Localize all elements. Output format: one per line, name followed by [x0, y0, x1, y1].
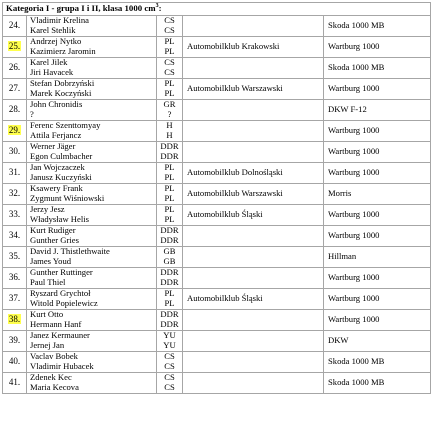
club-cell	[183, 226, 324, 247]
driver-country-code: GR	[163, 99, 176, 110]
start-number: 40.	[8, 356, 21, 367]
crew-cell	[27, 226, 157, 247]
car-cell: Wartburg 1000	[324, 79, 431, 100]
driver-name: Karel Jilek	[30, 57, 68, 68]
start-number: 27.	[8, 83, 21, 94]
co-driver-country-code: H	[166, 130, 173, 140]
start-number-cell	[3, 352, 27, 373]
co-driver-name: Kazimierz Jaromin	[30, 46, 96, 56]
results-table	[2, 2, 431, 394]
co-driver-country-code: CS	[164, 67, 175, 77]
co-driver-name: James Youd	[30, 256, 72, 266]
table-row	[3, 184, 431, 205]
driver-name: Vladimir Krelina	[30, 15, 89, 26]
crew-cell	[27, 247, 157, 268]
start-number-cell	[3, 184, 27, 205]
country-cell	[157, 205, 183, 226]
co-driver-name: Witold Popielewicz	[30, 298, 98, 308]
driver-country-code: PL	[164, 162, 175, 173]
table-row	[3, 121, 431, 142]
co-driver-name: ?	[30, 109, 34, 119]
driver-name: Andrzej Nytko	[30, 36, 82, 47]
car-cell: Skoda 1000 MB	[324, 352, 431, 373]
start-number: 26.	[8, 62, 21, 73]
co-driver-country-code: ?	[167, 109, 172, 119]
start-number: 34.	[8, 230, 21, 241]
start-number: 24.	[8, 20, 21, 31]
driver-name: Jan Wojczaczek	[30, 162, 85, 173]
table-row	[3, 79, 431, 100]
title-suffix: :	[158, 3, 162, 14]
car-cell: Wartburg 1000	[324, 205, 431, 226]
co-driver-country-code: PL	[164, 46, 175, 56]
club-cell	[183, 121, 324, 142]
table-row	[3, 226, 431, 247]
table-row	[3, 37, 431, 58]
co-driver-name: Paul Thiel	[30, 277, 66, 287]
driver-country-code: H	[166, 120, 173, 131]
co-driver-country-code: PL	[164, 88, 175, 98]
start-number-cell	[3, 205, 27, 226]
crew-cell	[27, 37, 157, 58]
crew-cell	[27, 58, 157, 79]
co-driver-country-code: DDR	[160, 151, 179, 161]
club-cell	[183, 58, 324, 79]
table-title-row	[3, 3, 431, 16]
table-row	[3, 289, 431, 310]
start-number-cell	[3, 100, 27, 121]
start-number: 28.	[8, 104, 21, 115]
co-driver-country-code: DDR	[160, 319, 179, 329]
driver-country-code: PL	[164, 183, 175, 194]
start-number: 32.	[8, 188, 21, 199]
driver-name: Werner Jäger	[30, 141, 76, 152]
start-number: 37.	[8, 293, 21, 304]
driver-name: John Chronidis	[30, 99, 83, 110]
table-row	[3, 247, 431, 268]
title-text: Kategoria I - grupa I i II, klasa 1000 cm	[6, 3, 156, 14]
driver-country-code: CS	[164, 372, 175, 383]
co-driver-name: Egon Culmbacher	[30, 151, 93, 161]
co-driver-name: Janusz Kuczyński	[30, 172, 92, 182]
crew-cell	[27, 268, 157, 289]
car-cell: Wartburg 1000	[324, 142, 431, 163]
driver-country-code: YU	[163, 330, 176, 341]
start-number-cell	[3, 289, 27, 310]
club-cell: Automobilklub Dolnośląski	[183, 163, 324, 184]
country-cell	[157, 310, 183, 331]
country-cell	[157, 100, 183, 121]
driver-name: Kurt Rudiger	[30, 225, 76, 236]
club-cell	[183, 247, 324, 268]
crew-cell	[27, 16, 157, 37]
driver-country-code: DDR	[160, 225, 179, 236]
co-driver-name: Gunther Gries	[30, 235, 79, 245]
club-cell	[183, 352, 324, 373]
club-cell	[183, 310, 324, 331]
table-row	[3, 352, 431, 373]
start-number-cell	[3, 268, 27, 289]
table-row	[3, 205, 431, 226]
club-cell: Automobilklub Śląski	[183, 205, 324, 226]
country-cell	[157, 373, 183, 394]
table-row	[3, 100, 431, 121]
car-cell: Wartburg 1000	[324, 268, 431, 289]
car-cell: Wartburg 1000	[324, 310, 431, 331]
driver-country-code: DDR	[160, 267, 179, 278]
club-cell	[183, 268, 324, 289]
country-cell	[157, 247, 183, 268]
co-driver-name: Maria Kecova	[30, 382, 79, 392]
country-cell	[157, 226, 183, 247]
car-cell: Hillman	[324, 247, 431, 268]
start-number: 38.	[8, 314, 21, 325]
table-row	[3, 310, 431, 331]
co-driver-country-code: PL	[164, 193, 175, 203]
driver-country-code: PL	[164, 288, 175, 299]
club-cell	[183, 16, 324, 37]
start-number-cell	[3, 16, 27, 37]
crew-cell	[27, 205, 157, 226]
country-cell	[157, 121, 183, 142]
start-number-cell	[3, 247, 27, 268]
driver-name: Jerzy Jesz	[30, 204, 65, 215]
country-cell	[157, 58, 183, 79]
co-driver-country-code: PL	[164, 298, 175, 308]
driver-name: Zdenek Kec	[30, 372, 72, 383]
country-cell	[157, 163, 183, 184]
car-cell: Skoda 1000 MB	[324, 373, 431, 394]
co-driver-country-code: DDR	[160, 277, 179, 287]
driver-country-code: GB	[163, 246, 176, 257]
table-row	[3, 373, 431, 394]
driver-country-code: PL	[164, 36, 175, 47]
driver-country-code: CS	[164, 351, 175, 362]
crew-cell	[27, 79, 157, 100]
car-cell: Wartburg 1000	[324, 37, 431, 58]
start-number: 25.	[8, 41, 21, 52]
co-driver-country-code: PL	[164, 172, 175, 182]
car-cell: Skoda 1000 MB	[324, 16, 431, 37]
driver-country-code: DDR	[160, 309, 179, 320]
country-cell	[157, 142, 183, 163]
start-number: 35.	[8, 251, 21, 262]
country-cell	[157, 37, 183, 58]
club-cell: Automobilklub Śląski	[183, 289, 324, 310]
car-cell: DKW	[324, 331, 431, 352]
crew-cell	[27, 331, 157, 352]
crew-cell	[27, 184, 157, 205]
country-cell	[157, 16, 183, 37]
co-driver-country-code: CS	[164, 25, 175, 35]
driver-name: Ferenc Szenttomyay	[30, 120, 101, 131]
table-row	[3, 268, 431, 289]
driver-country-code: PL	[164, 78, 175, 89]
start-number-cell	[3, 373, 27, 394]
club-cell: Automobilklub Krakowski	[183, 37, 324, 58]
club-cell	[183, 331, 324, 352]
start-number: 39.	[8, 335, 21, 346]
table-row	[3, 58, 431, 79]
start-number-cell	[3, 37, 27, 58]
start-number: 29.	[8, 125, 21, 136]
crew-cell	[27, 121, 157, 142]
co-driver-name: Vladimir Hubacek	[30, 361, 94, 371]
club-cell: Automobilklub Warszawski	[183, 184, 324, 205]
country-cell	[157, 352, 183, 373]
co-driver-name: Jiri Havacek	[30, 67, 74, 77]
co-driver-country-code: DDR	[160, 235, 179, 245]
crew-cell	[27, 310, 157, 331]
start-number-cell	[3, 142, 27, 163]
table-row	[3, 16, 431, 37]
table-row	[3, 142, 431, 163]
club-cell	[183, 373, 324, 394]
car-cell: Morris	[324, 184, 431, 205]
table-row	[3, 163, 431, 184]
driver-name: Ksawery Frank	[30, 183, 83, 194]
country-cell	[157, 331, 183, 352]
country-cell	[157, 184, 183, 205]
start-number-cell	[3, 331, 27, 352]
club-cell: Automobilklub Warszawski	[183, 79, 324, 100]
co-driver-name: Zygmunt Wiśniowski	[30, 193, 105, 203]
start-number: 33.	[8, 209, 21, 220]
co-driver-name: Marek Koczyński	[30, 88, 92, 98]
start-number-cell	[3, 58, 27, 79]
start-number-cell	[3, 121, 27, 142]
car-cell: Wartburg 1000	[324, 289, 431, 310]
table-row	[3, 331, 431, 352]
driver-name: Ryszard Grychtoł	[30, 288, 91, 299]
crew-cell	[27, 352, 157, 373]
car-cell: DKW F-12	[324, 100, 431, 121]
start-number: 30.	[8, 146, 21, 157]
co-driver-name: Hermann Hanf	[30, 319, 82, 329]
car-cell: Wartburg 1000	[324, 163, 431, 184]
crew-cell	[27, 100, 157, 121]
crew-cell	[27, 142, 157, 163]
start-number: 31.	[8, 167, 21, 178]
co-driver-country-code: PL	[164, 214, 175, 224]
start-number-cell	[3, 163, 27, 184]
start-number: 36.	[8, 272, 21, 283]
car-cell: Wartburg 1000	[324, 121, 431, 142]
driver-country-code: PL	[164, 204, 175, 215]
driver-name: Gunther Ruttinger	[30, 267, 93, 278]
co-driver-name: Karel Stehlik	[30, 25, 76, 35]
country-cell	[157, 268, 183, 289]
table-title	[3, 3, 431, 16]
country-cell	[157, 289, 183, 310]
title-superscript: 3	[155, 3, 159, 10]
start-number-cell	[3, 310, 27, 331]
crew-cell	[27, 163, 157, 184]
driver-country-code: CS	[164, 57, 175, 68]
country-cell	[157, 79, 183, 100]
co-driver-name: Władysław Helis	[30, 214, 89, 224]
co-driver-name: Attila Ferjancz	[30, 130, 82, 140]
driver-name: Kurt Otto	[30, 309, 64, 320]
co-driver-country-code: CS	[164, 382, 175, 392]
start-number: 41.	[8, 377, 21, 388]
club-cell	[183, 100, 324, 121]
driver-name: Vaclav Bobek	[30, 351, 78, 362]
driver-country-code: CS	[164, 15, 175, 26]
co-driver-country-code: YU	[163, 340, 176, 350]
driver-name: David J. Thistlethwaite	[30, 246, 110, 257]
co-driver-name: Jernej Jan	[30, 340, 65, 350]
driver-name: Janez Kermauner	[30, 330, 90, 341]
driver-country-code: DDR	[160, 141, 179, 152]
car-cell: Wartburg 1000	[324, 226, 431, 247]
start-number-cell	[3, 79, 27, 100]
co-driver-country-code: GB	[163, 256, 176, 266]
club-cell	[183, 142, 324, 163]
co-driver-country-code: CS	[164, 361, 175, 371]
driver-name: Stefan Dobrzyński	[30, 78, 95, 89]
crew-cell	[27, 373, 157, 394]
crew-cell	[27, 289, 157, 310]
results-table-wrapper	[2, 2, 430, 394]
car-cell: Skoda 1000 MB	[324, 58, 431, 79]
start-number-cell	[3, 226, 27, 247]
